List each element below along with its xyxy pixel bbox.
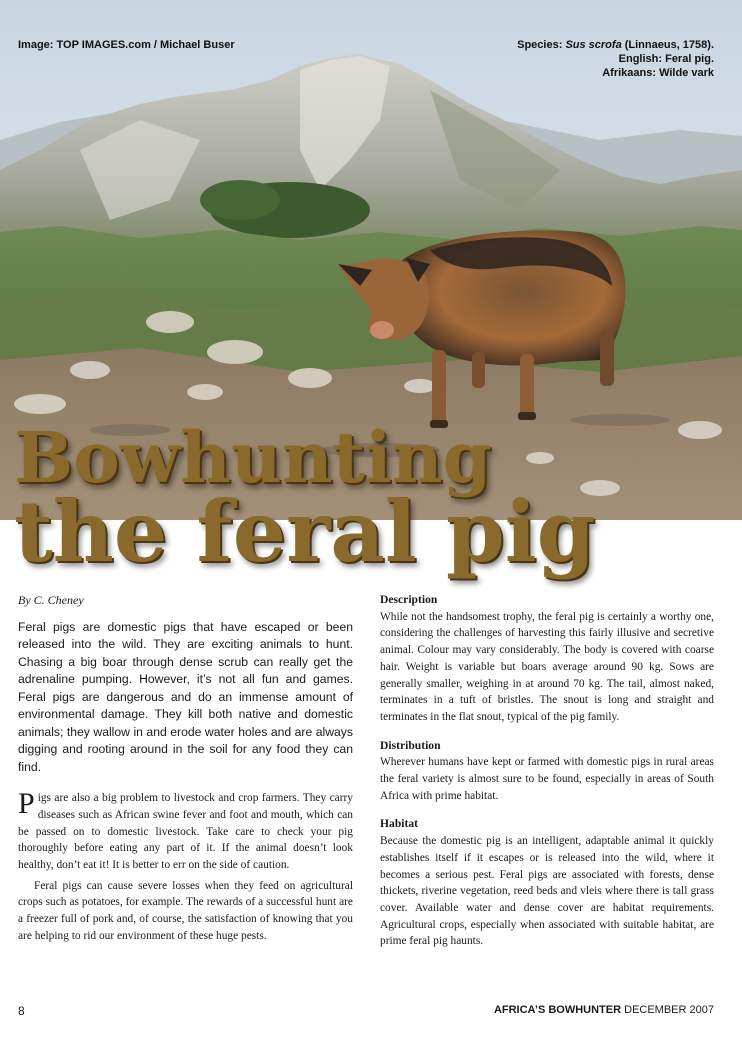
section-heading-distribution: Distribution bbox=[380, 738, 441, 752]
article-title-line-2: the feral pig bbox=[14, 482, 596, 581]
species-info bbox=[517, 38, 714, 80]
section-habitat bbox=[380, 816, 714, 950]
section-text-description: While not the handsomest trophy, the feral pig is certainly a worthy one, considering the challenges of harvesting this fairly illusive and secretive animal. Colour may vary considerably. The body is covered with coarse hair. Weight is variable but boars average around 90 kg. Sows are generally smaller, weighing in at around 70 kg. The tail, almost naked, terminates in a tuft of bristles. The snout is long and straight and terminates in the flat snout, typical of the pig family. bbox=[380, 610, 714, 723]
left-column bbox=[18, 592, 353, 945]
drop-cap: P bbox=[18, 787, 35, 821]
right-column bbox=[380, 592, 714, 962]
body-paragraph-1 bbox=[18, 787, 353, 874]
byline: By C. Cheney bbox=[18, 593, 84, 607]
section-text-habitat: Because the domestic pig is an intelligent, adaptable animal it quickly establishes itself if it escapes or is released into the wild, where it becomes a serious pest. Feral pigs are associated with forests, dense thickets, riverine vegetation, reed beds and vleis where there is tall grass cover. Available water and dense cover are habitat requirements. Agricultural crops, especially when associated with suitable habitat, are prime feral pig haunts. bbox=[380, 835, 714, 948]
body-paragraph-2: Feral pigs can cause severe losses when they feed on agricultural crops such as potatoes, for example. The rewards of a successful hunt are a freezer full of pork and, of course, the satisfaction of knowing that you are helping to rid our environment of these huge pests. bbox=[18, 879, 353, 942]
section-distribution bbox=[380, 738, 714, 805]
species-line bbox=[517, 38, 714, 52]
magazine-footer bbox=[494, 1004, 714, 1016]
section-heading-description: Description bbox=[380, 593, 438, 606]
article-title-line-1: Bowhunting bbox=[14, 416, 492, 499]
image-credit bbox=[18, 38, 235, 52]
species-label: Species: bbox=[517, 39, 566, 51]
magazine-name: AFRICA’S BOWHUNTER bbox=[493, 1004, 622, 1016]
body-paragraph-1-text: igs are also a big problem to livestock and crop farmers. They carry diseases such as African swine fever and foot and mouth, which can be passed on to domestic livestock. Take care to check your pig thoroughly before eating any part of it. If the animal doesn’t look healthy, don’t eat it! It is better to err on the side of caution. bbox=[18, 792, 353, 872]
intro-paragraph: Feral pigs are domestic pigs that have escaped or been released into the wild. They are exciting animals to hunt. Chasing a big boar through dense scrub can really get the adrenaline pumping. However, it’s not all fun and games. Feral pigs are dangerous and do an immense amount of environmental damage. They kill both native and domestic animals; they wallow in and erode water holes and are always digging and rooting around in the soil for any food they can find. bbox=[18, 619, 353, 774]
section-text-distribution: Wherever humans have kept or farmed with domestic pigs in rural areas the feral variety is almost sure to be found, especially in areas of South Africa with prime habitat. bbox=[380, 756, 714, 802]
afrikaans-name: Afrikaans: Wilde vark bbox=[602, 67, 714, 79]
image-credit-text: Image: TOP IMAGES.com / Michael Buser bbox=[18, 39, 235, 51]
species-author: (Linnaeus, 1758). bbox=[621, 39, 714, 51]
section-heading-habitat: Habitat bbox=[380, 817, 419, 831]
species-latin-name: Sus scrofa bbox=[565, 39, 622, 51]
english-name: English: Feral pig. bbox=[618, 53, 714, 65]
section-description bbox=[380, 592, 714, 726]
magazine-issue: DECEMBER 2007 bbox=[621, 1004, 714, 1016]
page-number: 8 bbox=[18, 1004, 25, 1018]
